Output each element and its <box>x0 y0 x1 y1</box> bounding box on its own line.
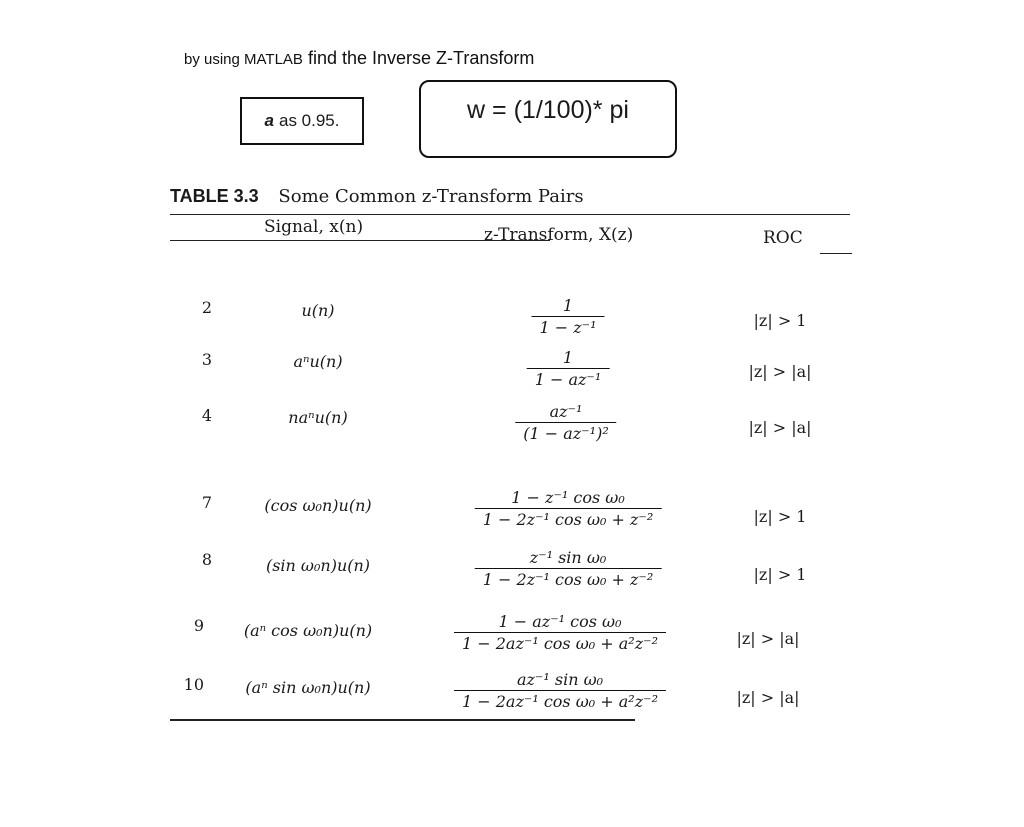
alpha-parameter-box <box>240 97 364 145</box>
row-number: 8 <box>201 550 212 569</box>
header-transform: z-Transform, X(z) <box>484 225 634 245</box>
transform-denominator: 1 − 2az⁻¹ cos ω₀ + a²z⁻² <box>454 690 666 711</box>
row-transform <box>454 670 666 711</box>
row-transform <box>527 348 610 389</box>
omega-value-text: w = (1/100)* pi <box>467 96 629 124</box>
row-transform <box>531 296 604 337</box>
row-signal: naⁿu(n) <box>288 408 348 427</box>
table-top-rule <box>170 214 850 215</box>
transform-denominator: 1 − z⁻¹ <box>531 316 604 337</box>
table-title <box>170 186 584 207</box>
transform-denominator: (1 − az⁻¹)² <box>515 422 616 443</box>
table-label: TABLE 3.3 <box>170 186 259 206</box>
header-rule-right <box>820 253 852 254</box>
row-roc: |z| > |a| <box>736 688 800 707</box>
row-transform <box>454 612 666 653</box>
transform-denominator: 1 − 2z⁻¹ cos ω₀ + z⁻² <box>475 568 662 589</box>
row-signal: u(n) <box>301 301 335 320</box>
instruction-text: find the Inverse Z-Transform <box>307 48 535 68</box>
table-bottom-rule <box>170 719 635 721</box>
transform-numerator: az⁻¹ sin ω₀ <box>516 670 604 689</box>
row-roc: |z| > 1 <box>753 565 807 584</box>
alpha-symbol: a <box>264 111 274 130</box>
row-signal: (sin ω₀n)u(n) <box>265 556 371 575</box>
transform-numerator: 1 − z⁻¹ cos ω₀ <box>511 488 625 507</box>
row-number: 3 <box>201 350 212 369</box>
row-signal: (cos ω₀n)u(n) <box>264 496 372 515</box>
row-number: 10 <box>183 675 204 694</box>
row-transform <box>515 402 616 443</box>
row-signal: (aⁿ cos ω₀n)u(n) <box>243 621 373 640</box>
row-transform <box>475 548 662 589</box>
transform-numerator: 1 <box>562 348 574 367</box>
transform-numerator: z⁻¹ sin ω₀ <box>529 548 607 567</box>
row-number: 7 <box>201 493 212 512</box>
row-number: 9 <box>193 616 204 635</box>
row-roc: |z| > 1 <box>753 311 807 330</box>
row-roc: |z| > |a| <box>748 362 812 381</box>
transform-denominator: 1 − 2az⁻¹ cos ω₀ + a²z⁻² <box>454 632 666 653</box>
row-roc: |z| > 1 <box>753 507 807 526</box>
transform-numerator: 1 <box>562 296 574 315</box>
omega-parameter-box <box>419 80 677 158</box>
row-number: 2 <box>201 298 212 317</box>
row-transform <box>475 488 662 529</box>
row-roc: |z| > |a| <box>736 629 800 648</box>
header-signal: Signal, x(n) <box>264 217 364 237</box>
instruction-prefix: by using MATLAB <box>184 51 303 68</box>
instruction-line <box>184 48 534 69</box>
header-roc: ROC <box>763 228 803 248</box>
row-number: 4 <box>201 406 212 425</box>
row-roc: |z| > |a| <box>748 418 812 437</box>
transform-numerator: 1 − az⁻¹ cos ω₀ <box>498 612 622 631</box>
transform-denominator: 1 − az⁻¹ <box>527 368 610 389</box>
row-signal: (aⁿ sin ω₀n)u(n) <box>245 678 371 697</box>
table-caption: Some Common z-Transform Pairs <box>278 186 584 207</box>
transform-numerator: az⁻¹ <box>549 402 583 421</box>
transform-denominator: 1 − 2z⁻¹ cos ω₀ + z⁻² <box>475 508 662 529</box>
alpha-value-text: as 0.95. <box>278 111 340 130</box>
row-signal: aⁿu(n) <box>293 352 343 371</box>
